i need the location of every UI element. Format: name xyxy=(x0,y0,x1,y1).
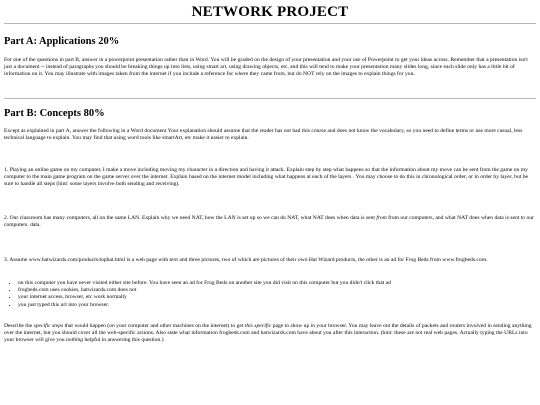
emphasis-this-specific: this specific xyxy=(244,323,272,329)
question-3: 3. Assume www.hatwizards.com/products/tophat.html is a web page with text and three pictures, two of which are pictures of their own Hat Wizard products, the other is an ad for Frog Beds from www.frogbeds.com. xyxy=(4,257,488,263)
title-divider xyxy=(4,23,536,24)
list-item: • your internet access, browser, etc work normally xyxy=(18,294,538,301)
describe-text-mid-2: page to show up in your browser. You may leave out the details of packets and routers involved in sending anything over the internet, but you should cover all the web-specific actions. Also state what information frogbeds.com and hatwizards.com have about you after this interaction. (hint: these are not real web pages. Actually typing the URLs into your browser will give you xyxy=(4,323,532,344)
part-a-heading: Part A: Applications 20% xyxy=(4,36,120,47)
question-2-text-end: our computers. data. xyxy=(4,215,534,229)
question-2-emphasis-from: from xyxy=(376,215,387,221)
question-3-instructions xyxy=(4,323,536,345)
question-2-text: 2. Our classroom has many computers, all on the same LAN. Explain why we need NAT, how the LAN is set up so we can do NAT, what NAT does when data is sent xyxy=(4,215,377,221)
emphasis-specific-steps: specific steps xyxy=(33,323,64,329)
describe-text: Describe the xyxy=(4,323,34,329)
emphasis-nothing: nothing xyxy=(66,337,84,344)
assumptions-list xyxy=(4,280,538,309)
page-title: NETWORK PROJECT xyxy=(191,4,349,20)
describe-text-end: helpful in answering this question.) xyxy=(83,337,164,344)
part-a-divider xyxy=(4,98,536,99)
question-2 xyxy=(4,215,536,229)
list-item: • on this computer you have never visited either site before. You have seen an ad for Frog Beds on another site you did visit on this computer but you didn't click that ad xyxy=(18,280,538,287)
part-b-heading: Part B: Concepts 80% xyxy=(4,108,105,119)
question-2-text-mid: from our computers, and what NAT does when data is sent xyxy=(386,215,521,221)
part-b-intro: Except as explained in part A, answer the following in a Word document Your explanation should assume that the reader has not had this course and does not know the vocabulary, so you need to define terms or use more casual, less technical language to explain. You may find that using word tools like smartArt, etc make it easier to explain. xyxy=(4,128,523,142)
question-2-emphasis-to: to xyxy=(520,215,526,221)
part-a-body: For one of the questions in part B, answer in a powerpoint presentation rather than in Word. You will be graded on the design of your presentation and your use of Powerpoint to get your ideas across. Remember that a presentation isn't just a document -- instead of paragraphs you should be breaking things up into lists, using smart art, using drawing objects, etc, and this will tend to make your presentation many slides long, since each slide only has a little bit of information on it. You may illustrate with images taken from the internet if you include a reference for where they came from, but do NOT rely on the images to explain things for you. xyxy=(4,57,528,78)
list-item: • frogbeds.com uses cookies, hatwizards.com does not xyxy=(18,287,538,294)
describe-text-mid-1: that would happen (on your computer and other machines on the internet) to get xyxy=(63,323,245,329)
question-1: 1. Playing an online game on my computer, I make a move including moving my character in a direction and having it attack. Explain step by step what happens so that the information about my move can be sent from the game on my computer to the main game program on the game server over the internet. Explain based on the internet model including what happens at each of the layers . You may choose to do this in chronological order, or in order by layer, but be sure to handle all steps (hint: some layers involve both sending and receiving). xyxy=(4,167,528,188)
list-item: • you just typed this url into your browser. xyxy=(18,302,538,309)
